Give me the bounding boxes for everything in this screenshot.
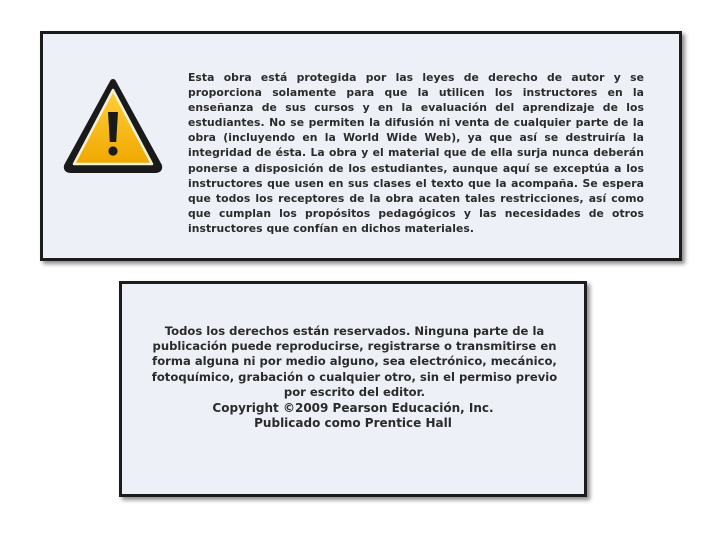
rights-notice-text: Todos los derechos están reservados. Ninguna parte de la publicación puede reproducirse, registrarse o transmitirse en forma alguna ni por medio alguno, sea electrónico, mecánico, fotoquímico, grabación o cualquier otro, sin el permiso previo por escrito del editor. [151,324,558,399]
rights-notice-panel [119,281,587,497]
copyright-line: Copyright ©2009 Pearson Educación, Inc. [212,401,494,415]
publisher-line: Publicado como Prentice Hall [254,416,452,430]
warning-icon [63,78,163,174]
warning-notice-panel [40,31,682,261]
warning-notice-text: Esta obra está protegida por las leyes de derecho de autor y se proporciona solamente para que la utilicen los instructores en la enseñanza de sus cursos y en la evaluación del aprendizaje de los estudiantes. No se permiten la difusión ni venta de cualquier parte de la obra (incluyendo en la World Wide Web), ya que así se destruiría la integridad de ésta. La obra y el material que de ella surja nunca deberán ponerse a disposición de los estudiantes, aunque aquí se exceptúa a los instructores que usen en sus clases el texto que la acompaña. Se espera que todos los receptores de la obra acaten tales restricciones, así como que cumplan los propósitos pedagógicos y las necesidades de otros instructores que confían en dichos materiales. [188,71,644,235]
